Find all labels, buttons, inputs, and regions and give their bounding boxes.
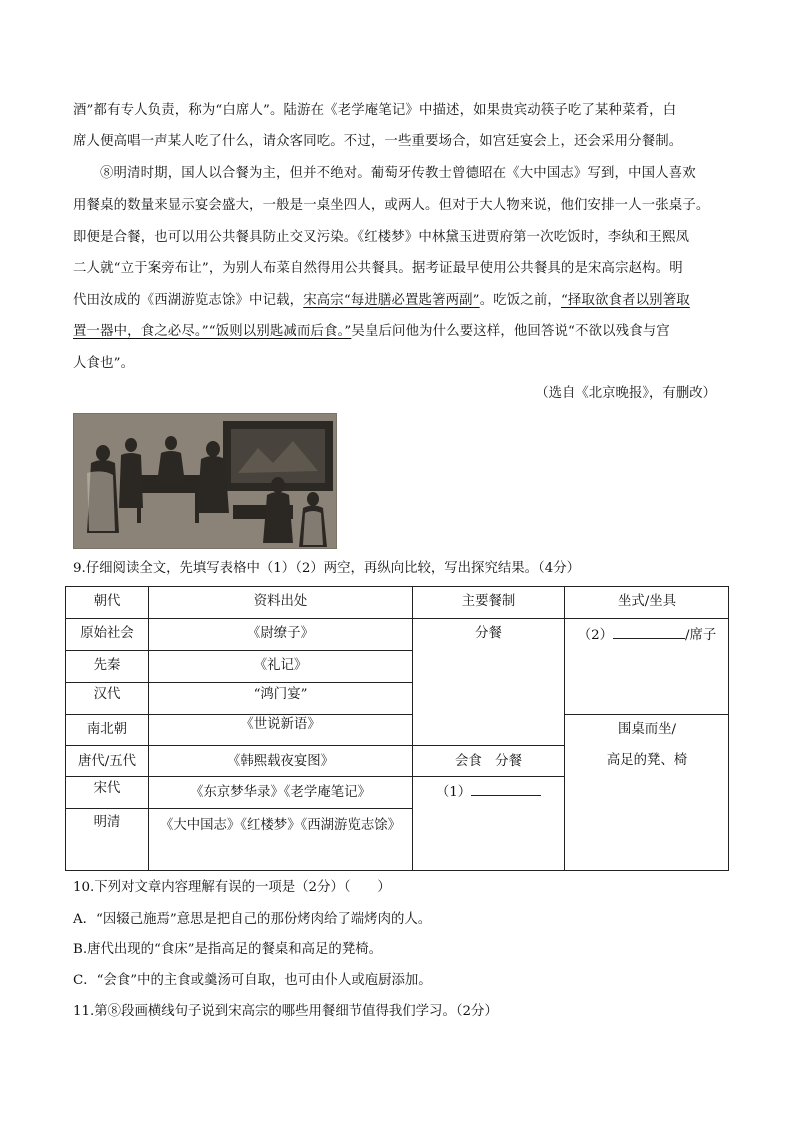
blank-1-answer-line[interactable]	[471, 781, 541, 796]
dynasty-cell: 唐代/五代	[65, 745, 148, 776]
article-line-4: 用餐桌的数量来显示宴会盛大，一般是一桌坐四人，或两人。但对于大人物来说，他们安排一人一张桌子。	[73, 198, 710, 213]
dynasty-cell: 南北朝	[65, 714, 148, 745]
article-line-7	[73, 291, 690, 311]
article-line-5: 即便是合餐，也可以用公共餐具防止交叉污染。《红楼梦》中林黛玉进贾府第一次吃饭时，李纨和王熙凤	[73, 230, 690, 245]
dynasty-cell: 明清	[65, 808, 148, 871]
source-cell: 《大中国志》《红楼梦》《西湖游览志馀》	[148, 808, 412, 871]
blank-2-answer-line[interactable]	[613, 624, 685, 639]
dynasty-cell: 汉代	[65, 682, 148, 714]
dynasty-cell: 先秦	[65, 650, 148, 682]
header-meal-system: 主要餐制	[412, 586, 564, 618]
source-cell: 《尉缭子》	[148, 618, 412, 650]
underlined-sentence-a: 宋高宗“每进膳必置匙箸两副”	[303, 293, 480, 308]
line7-mid: 。吃饭之前，	[479, 293, 561, 308]
dynasty-cell: 原始社会	[65, 618, 148, 650]
question-10-option-a: A．“因辍己施焉”意思是把自己的那份烤肉给了端烤肉的人。	[73, 912, 432, 927]
seat-mat-label: /席子	[685, 628, 717, 643]
seating-table-cell: 围桌而坐/ 高足的凳、椅	[564, 714, 729, 871]
question-10-option-b: B.唐代出现的“食床”是指高足的餐桌和高足的凳椅。	[73, 942, 382, 957]
line8-post: 吴皇后问他为什么要这样，他回答说“不欲以残食与宫	[351, 324, 670, 339]
question-11: 11.第⑧段画横线句子说到宋高宗的哪些用餐细节值得我们学习。（2分）	[73, 1004, 498, 1019]
article-line-8	[73, 322, 670, 342]
header-source: 资料出处	[148, 586, 412, 618]
comparison-table	[65, 586, 729, 871]
source-cell: 《礼记》	[148, 650, 412, 682]
question-10: 10.下列对文章内容理解有误的一项是（2分）（ ）	[73, 880, 391, 895]
article-line-9: 人食也”。	[73, 356, 135, 371]
meal-system-tang-cell: 会食 分餐	[412, 745, 564, 776]
meal-system-fencan-cell: 分餐	[412, 618, 564, 745]
header-seating: 坐式/坐具	[564, 586, 729, 618]
article-line-2: 席人便高唱一声某人吃了什么，请众客同吃。不过，一些重要场合，如宫廷宴会上，还会采用分餐制。	[73, 134, 683, 149]
dynasty-cell: 宋代	[65, 776, 148, 808]
question-9: 9.仔细阅读全文，先填写表格中（1）（2）两空，再纵向比较，写出探究结果。（4分）	[73, 561, 580, 576]
source-cell: “鸿门宴”	[148, 682, 412, 714]
article-line-1: 酒”都有专人负责，称为“白席人”。陆游在《老学庵笔记》中描述，如果贵宾动筷子吃了某种菜肴，白	[73, 103, 677, 118]
seating-blank-2-cell	[564, 618, 729, 714]
article-line-6: 二人就“立于案旁布让”，为别人布菜自然得用公共餐具。据考证最早使用公共餐具的是宋高宗赵构。明	[73, 261, 683, 276]
banquet-painting-image	[73, 413, 337, 549]
header-dynasty: 朝代	[65, 586, 148, 618]
blank-2-label: （2）	[577, 628, 613, 643]
blank-1-label: （1）	[435, 785, 472, 800]
line7-pre: 代田汝成的《西湖游览志馀》中记载，	[73, 293, 304, 308]
table-border-bottom	[65, 870, 729, 871]
question-10-option-c: C．“会食”中的主食或羹汤可自取，也可由仆人或庖厨添加。	[73, 973, 432, 988]
table-border-right	[728, 586, 729, 871]
underlined-sentence-c: 置一器中，食之必尽。”“饭则以别匙减而后食。”	[73, 324, 352, 339]
meal-system-blank-1-cell	[412, 776, 564, 871]
underlined-sentence-b: “择取欲食者以别箸取	[560, 293, 690, 308]
source-cell: 《世说新语》	[148, 714, 412, 745]
source-cell: 《东京梦华录》《老学庵笔记》	[148, 776, 412, 808]
source-cell: 《韩熙载夜宴图》	[148, 745, 412, 776]
article-line-3: ⑧明清时期，国人以合餐为主，但并不绝对。葡萄牙传教士曾德昭在《大中国志》写到，中国人喜欢	[100, 166, 696, 181]
source-citation: （选自《北京晚报》，有删改）	[535, 386, 716, 401]
